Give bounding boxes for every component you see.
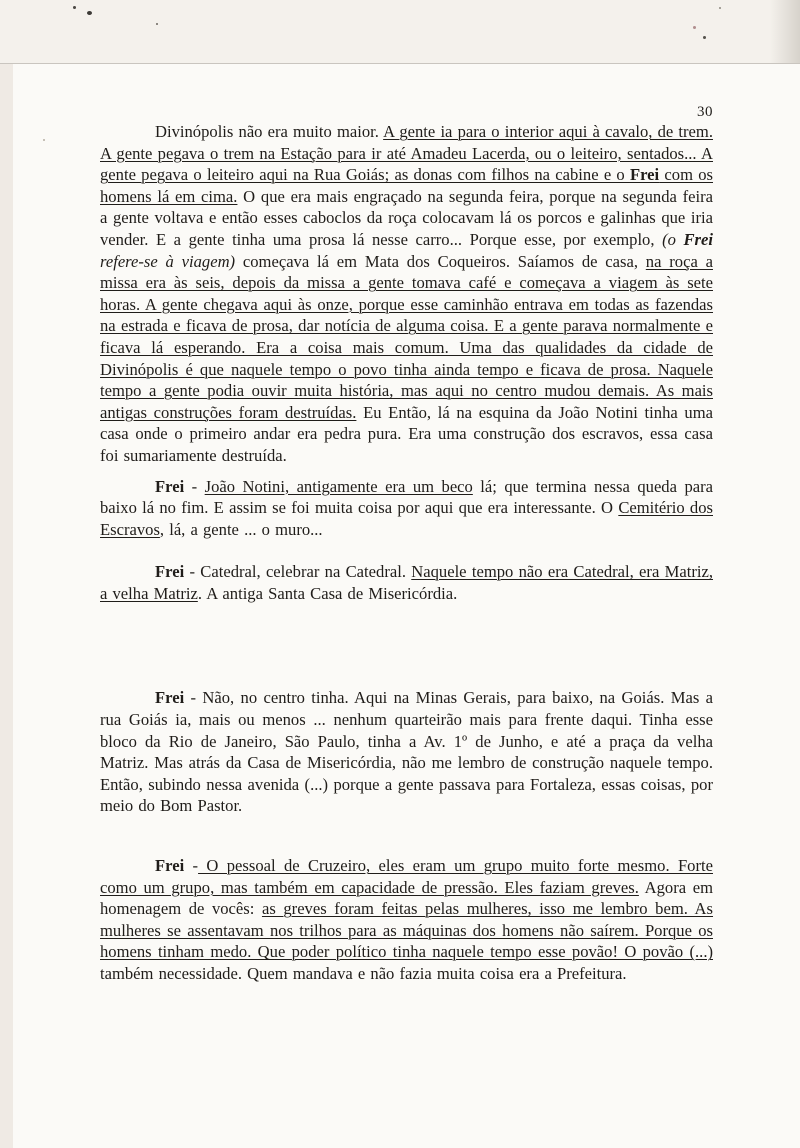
text-run: - Não, no centro tinha. Aqui na Minas Gerais, para baixo, na Goiás. Mas a rua Goiás ia, mais ou menos ... nenhum quarteirão mais para frente daqui. Tinha esse bloco da Rio de Janeiro, São Paulo, tinha a Av. 1º de Junho, e até a praça da velha Matriz. Mas atrás da Casa de Misericórdia, não me lembro de construção naquele tempo. Então, subindo nessa avenida (...) porque a gente passava para Fortaleza, essas coisas, por meio do Bom Pastor.: [100, 688, 713, 816]
text-run: Naquele tempo não era Catedral, era Matriz, a velha Matriz: [100, 562, 713, 603]
text-run: O pessoal de Cruzeiro, eles eram um grupo muito forte mesmo. Forte como um grupo, mas também em capacidade de pressão. Eles faziam greves.: [100, 856, 713, 897]
text-run: Frei: [155, 688, 185, 708]
text-run: Frei: [155, 562, 185, 582]
text-run: -: [184, 476, 205, 496]
text-run: Frei: [629, 165, 660, 185]
scan-speck: [43, 139, 45, 141]
scan-speck: [156, 23, 158, 25]
text-run: Frei: [155, 856, 185, 876]
text-run: na roça a missa era às seis, depois da missa a gente tomava café e começava a viagem às sete horas. A gente chegava aqui às onze, porque esse caminhão entrava em todas as fazendas na estrada e ficava de prosa, dar notícia de alguma coisa. E a gente parava normalmente e ficava lá esperando. Era a coisa mais comum. Uma das qualidades da cidade de Divinópolis é que naquele tempo o povo tinha ainda tempo e ficava de prosa. Naquele tempo a gente podia ouvir muita história, mas aqui no centro mudou demais. As mais antigas construções foram destruídas.: [100, 251, 713, 422]
scanner-bed-left-strip: [0, 0, 13, 1148]
scan-speck: [719, 7, 721, 9]
paragraph: [100, 561, 713, 604]
scan-speck: [693, 26, 696, 29]
text-run: Agora em homenagem de vocês:: [100, 877, 713, 919]
text-run: . A antiga Santa Casa de Misericórdia.: [197, 583, 458, 603]
scanner-bed-top-strip: [0, 0, 800, 64]
text-run: -: [184, 856, 199, 876]
text-run: também necessidade. Quem mandava e não fazia muita coisa era a Prefeitura.: [100, 964, 627, 983]
text-run: começava lá em Mata dos Coqueiros. Saíamos de casa,: [235, 251, 646, 271]
page-number: 30: [697, 104, 713, 120]
text-run: , lá, a gente ... o muro...: [159, 519, 323, 539]
text-run: (o: [662, 229, 684, 249]
text-run: - Catedral, celebrar na Catedral.: [184, 562, 412, 582]
scan-speck: [73, 6, 76, 9]
paragraph: [100, 855, 713, 985]
paragraph: [100, 121, 713, 467]
text-run: Divinópolis não era muito maior.: [155, 122, 384, 141]
text-run: refere-se à viagem): [100, 251, 236, 271]
paragraph: [100, 687, 713, 817]
text-run: Frei: [683, 229, 713, 249]
scan-corner-shadow: [770, 0, 800, 63]
text-run: Cemitério dos Escravos: [100, 498, 713, 539]
scan-speck: [87, 11, 92, 15]
text-run: com os homens lá em cima.: [100, 165, 713, 206]
text-run: A gente ia para o interior aqui à cavalo, de trem. A gente pegava o trem na Estação para ir até Amadeu Lacerda, ou o leiteiro, sentados... A gente pegava o leiteiro aqui na Rua Goiás; as donas com filhos na cabine e o: [100, 122, 713, 185]
text-run: Eu Então, lá na esquina da João Notini tinha uma casa onde o primeiro andar era pedra pura. Era uma construção dos escravos, essa casa foi sumariamente destruída.: [100, 402, 713, 465]
document-body: [100, 121, 713, 985]
text-run: Frei: [155, 476, 185, 496]
text-run: as greves foram feitas pelas mulheres, isso me lembro bem. As mulheres se assentavam nos trilhos para as máquinas dos homens não saírem. Porque os homens tinham medo. Que poder político tinha naquele tempo esse povão! O povão (...): [100, 899, 714, 962]
scan-speck: [703, 36, 706, 39]
text-run: lá; que termina nessa queda para baixo lá no fim. E assim se foi muita coisa por aqui que era interessante. O: [100, 476, 713, 518]
text-run: O que era mais engraçado na segunda feira, porque na segunda feira a gente voltava e então esses caboclos da roça colocavam lá os porcos e galinhas que iria vender. E a gente tinha uma prosa lá nesse carro... Porque esse, por exemplo,: [100, 186, 713, 249]
text-run: João Notini, antigamente era um beco: [204, 476, 473, 496]
paragraph: [100, 476, 713, 541]
